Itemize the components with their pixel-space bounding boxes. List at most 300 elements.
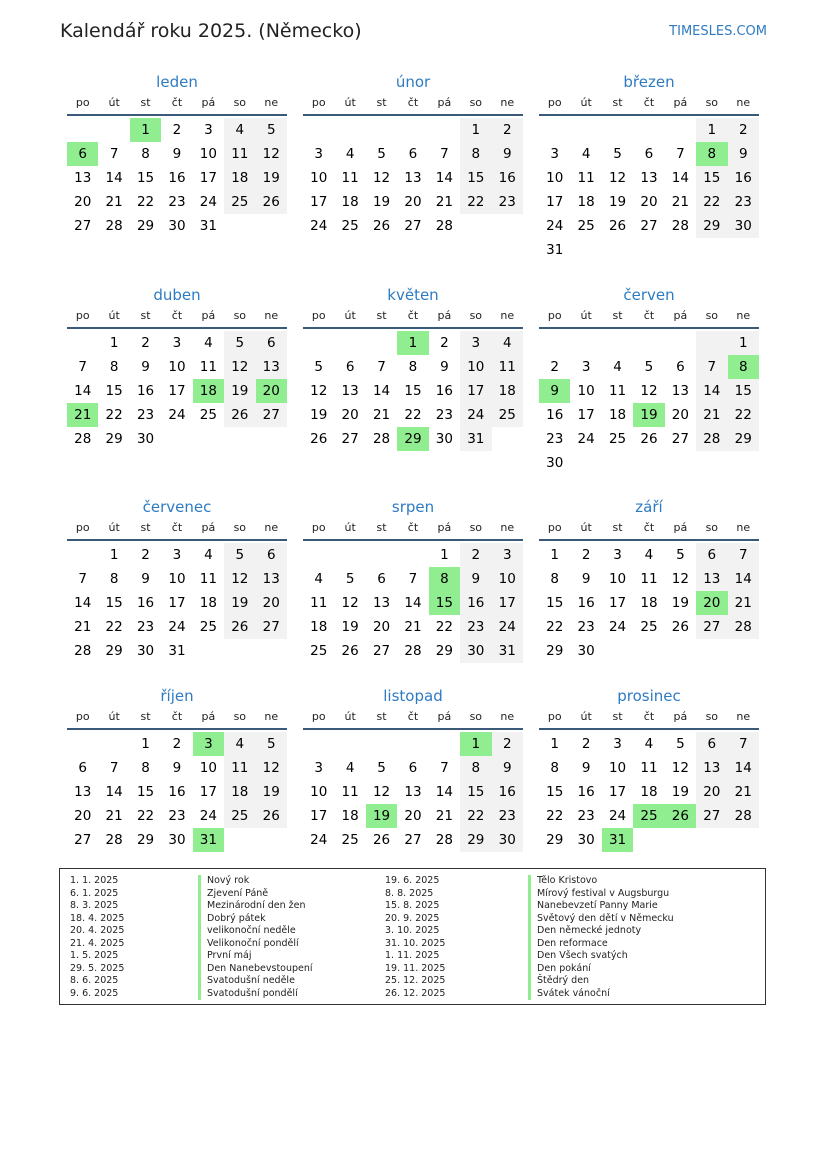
day-cell[interactable]: 26 <box>372 832 391 848</box>
day-cell[interactable]: 18 <box>640 784 658 800</box>
day-cell[interactable]: 14 <box>105 170 123 186</box>
day-cell[interactable]: 4 <box>224 732 255 756</box>
day-cell[interactable]: 5 <box>345 571 355 587</box>
day-cell[interactable]: 7 <box>109 146 119 162</box>
day-cell[interactable]: 22 <box>105 619 123 635</box>
day-cell[interactable]: 28 <box>671 218 689 234</box>
day-cell[interactable]: 18 <box>608 407 627 423</box>
day-cell[interactable]: 8 <box>460 756 491 780</box>
day-cell[interactable]: 24 <box>546 218 564 234</box>
day-cell[interactable]: 6 <box>696 543 727 567</box>
day-cell[interactable]: 11 <box>577 170 595 186</box>
day-cell[interactable]: 20 <box>671 407 689 423</box>
day-cell[interactable]: 31 <box>460 427 491 451</box>
day-cell[interactable]: 15 <box>728 379 759 403</box>
day-cell[interactable]: 28 <box>435 218 453 234</box>
day-cell[interactable]: 29 <box>136 832 155 848</box>
day-cell[interactable]: 24 <box>199 194 217 210</box>
day-cell[interactable]: 26 <box>341 643 359 659</box>
day-cell[interactable]: 14 <box>404 595 422 611</box>
day-cell[interactable]: 25 <box>640 619 658 635</box>
day-cell[interactable]: 14 <box>372 383 391 399</box>
holiday-day[interactable]: 21 <box>67 403 98 427</box>
day-cell[interactable]: 24 <box>460 403 491 427</box>
holiday-day[interactable]: 19 <box>633 403 664 427</box>
day-cell[interactable]: 2 <box>550 359 559 375</box>
day-cell[interactable]: 27 <box>74 218 92 234</box>
day-cell[interactable]: 1 <box>550 736 559 752</box>
day-cell[interactable]: 30 <box>168 218 186 234</box>
day-cell[interactable]: 5 <box>256 118 287 142</box>
day-cell[interactable]: 30 <box>492 828 523 852</box>
holiday-day[interactable]: 31 <box>602 828 633 852</box>
day-cell[interactable]: 20 <box>404 808 422 824</box>
day-cell[interactable]: 31 <box>492 639 523 663</box>
day-cell[interactable]: 17 <box>310 194 328 210</box>
day-cell[interactable]: 7 <box>728 543 759 567</box>
day-cell[interactable]: 26 <box>256 190 287 214</box>
day-cell[interactable]: 29 <box>696 214 727 238</box>
day-cell[interactable]: 9 <box>581 760 591 776</box>
day-cell[interactable]: 21 <box>728 591 759 615</box>
day-cell[interactable]: 30 <box>168 832 186 848</box>
day-cell[interactable]: 27 <box>256 615 287 639</box>
day-cell[interactable]: 29 <box>460 828 491 852</box>
day-cell[interactable]: 21 <box>74 619 92 635</box>
day-cell[interactable]: 7 <box>440 146 449 162</box>
day-cell[interactable]: 21 <box>404 619 422 635</box>
day-cell[interactable]: 22 <box>460 804 491 828</box>
day-cell[interactable]: 10 <box>577 383 595 399</box>
day-cell[interactable]: 28 <box>74 431 92 447</box>
day-cell[interactable]: 25 <box>492 403 523 427</box>
day-cell[interactable]: 18 <box>310 619 328 635</box>
day-cell[interactable]: 26 <box>310 431 328 447</box>
day-cell[interactable]: 7 <box>78 359 87 375</box>
day-cell[interactable]: 5 <box>256 732 287 756</box>
day-cell[interactable]: 19 <box>608 194 627 210</box>
holiday-day[interactable]: 9 <box>539 379 570 403</box>
day-cell[interactable]: 23 <box>492 804 523 828</box>
day-cell[interactable]: 25 <box>224 804 255 828</box>
holiday-day[interactable]: 20 <box>696 591 727 615</box>
day-cell[interactable]: 19 <box>341 619 359 635</box>
day-cell[interactable]: 29 <box>546 643 564 659</box>
day-cell[interactable]: 14 <box>728 567 759 591</box>
day-cell[interactable]: 11 <box>224 142 255 166</box>
day-cell[interactable]: 15 <box>696 166 727 190</box>
day-cell[interactable]: 1 <box>550 547 559 563</box>
day-cell[interactable]: 12 <box>341 595 359 611</box>
day-cell[interactable]: 2 <box>728 118 759 142</box>
day-cell[interactable]: 27 <box>74 832 92 848</box>
day-cell[interactable]: 12 <box>372 784 391 800</box>
day-cell[interactable]: 14 <box>74 595 92 611</box>
day-cell[interactable]: 30 <box>577 832 595 848</box>
day-cell[interactable]: 16 <box>136 595 155 611</box>
day-cell[interactable]: 16 <box>168 784 186 800</box>
day-cell[interactable]: 10 <box>492 567 523 591</box>
day-cell[interactable]: 3 <box>613 736 622 752</box>
day-cell[interactable]: 1 <box>109 335 119 351</box>
day-cell[interactable]: 26 <box>224 403 255 427</box>
day-cell[interactable]: 24 <box>608 808 627 824</box>
day-cell[interactable]: 15 <box>404 383 422 399</box>
day-cell[interactable]: 16 <box>728 166 759 190</box>
day-cell[interactable]: 22 <box>136 194 155 210</box>
day-cell[interactable]: 30 <box>577 643 595 659</box>
day-cell[interactable]: 8 <box>109 359 119 375</box>
holiday-day[interactable]: 8 <box>429 567 460 591</box>
day-cell[interactable]: 7 <box>440 760 449 776</box>
day-cell[interactable]: 23 <box>546 431 564 447</box>
day-cell[interactable]: 10 <box>168 571 186 587</box>
day-cell[interactable]: 6 <box>256 543 287 567</box>
day-cell[interactable]: 18 <box>341 194 359 210</box>
day-cell[interactable]: 1 <box>440 547 449 563</box>
day-cell[interactable]: 26 <box>608 218 627 234</box>
day-cell[interactable]: 11 <box>310 595 328 611</box>
day-cell[interactable]: 1 <box>696 118 727 142</box>
day-cell[interactable]: 2 <box>141 547 150 563</box>
day-cell[interactable]: 10 <box>310 170 328 186</box>
holiday-day[interactable]: 1 <box>130 118 161 142</box>
day-cell[interactable]: 7 <box>109 760 119 776</box>
day-cell[interactable]: 17 <box>608 595 627 611</box>
day-cell[interactable]: 11 <box>341 170 359 186</box>
day-cell[interactable]: 26 <box>671 619 689 635</box>
day-cell[interactable]: 11 <box>640 571 658 587</box>
holiday-day[interactable]: 26 <box>665 804 696 828</box>
day-cell[interactable]: 10 <box>608 571 627 587</box>
day-cell[interactable]: 13 <box>372 595 391 611</box>
day-cell[interactable]: 25 <box>199 619 217 635</box>
day-cell[interactable]: 2 <box>440 335 449 351</box>
day-cell[interactable]: 8 <box>141 146 150 162</box>
day-cell[interactable]: 28 <box>728 804 759 828</box>
day-cell[interactable]: 23 <box>460 615 491 639</box>
day-cell[interactable]: 12 <box>372 170 391 186</box>
holiday-day[interactable]: 31 <box>193 828 224 852</box>
day-cell[interactable]: 14 <box>671 170 689 186</box>
day-cell[interactable]: 22 <box>546 619 564 635</box>
day-cell[interactable]: 15 <box>136 784 155 800</box>
day-cell[interactable]: 23 <box>728 190 759 214</box>
day-cell[interactable]: 14 <box>105 784 123 800</box>
day-cell[interactable]: 19 <box>310 407 328 423</box>
day-cell[interactable]: 28 <box>74 643 92 659</box>
day-cell[interactable]: 9 <box>460 567 491 591</box>
day-cell[interactable]: 5 <box>314 359 323 375</box>
day-cell[interactable]: 6 <box>408 146 418 162</box>
day-cell[interactable]: 7 <box>676 146 685 162</box>
day-cell[interactable]: 11 <box>608 383 627 399</box>
day-cell[interactable]: 20 <box>74 194 92 210</box>
day-cell[interactable]: 12 <box>256 756 287 780</box>
day-cell[interactable]: 16 <box>577 784 595 800</box>
day-cell[interactable]: 24 <box>310 218 328 234</box>
day-cell[interactable]: 9 <box>172 146 182 162</box>
day-cell[interactable]: 25 <box>310 643 328 659</box>
day-cell[interactable]: 29 <box>546 832 564 848</box>
holiday-day[interactable]: 15 <box>429 591 460 615</box>
day-cell[interactable]: 27 <box>671 431 689 447</box>
day-cell[interactable]: 17 <box>310 808 328 824</box>
day-cell[interactable]: 25 <box>341 832 359 848</box>
day-cell[interactable]: 23 <box>435 407 453 423</box>
day-cell[interactable]: 9 <box>141 571 150 587</box>
day-cell[interactable]: 12 <box>671 571 689 587</box>
day-cell[interactable]: 18 <box>341 808 359 824</box>
day-cell[interactable]: 7 <box>78 571 87 587</box>
day-cell[interactable]: 7 <box>696 355 727 379</box>
day-cell[interactable]: 11 <box>199 571 217 587</box>
day-cell[interactable]: 23 <box>492 190 523 214</box>
day-cell[interactable]: 30 <box>136 431 155 447</box>
day-cell[interactable]: 24 <box>168 619 186 635</box>
day-cell[interactable]: 2 <box>141 335 150 351</box>
day-cell[interactable]: 29 <box>435 643 453 659</box>
day-cell[interactable]: 26 <box>224 615 255 639</box>
day-cell[interactable]: 8 <box>408 359 418 375</box>
day-cell[interactable]: 17 <box>608 784 627 800</box>
holiday-day[interactable]: 29 <box>397 427 428 451</box>
day-cell[interactable]: 20 <box>404 194 422 210</box>
holiday-day[interactable]: 18 <box>193 379 224 403</box>
holiday-day[interactable]: 19 <box>366 804 397 828</box>
day-cell[interactable]: 5 <box>224 543 255 567</box>
day-cell[interactable]: 3 <box>613 547 622 563</box>
site-link[interactable]: TIMESLES.COM <box>669 24 767 39</box>
day-cell[interactable]: 13 <box>74 170 92 186</box>
day-cell[interactable]: 16 <box>435 383 453 399</box>
day-cell[interactable]: 7 <box>377 359 386 375</box>
day-cell[interactable]: 10 <box>460 355 491 379</box>
day-cell[interactable]: 29 <box>136 218 155 234</box>
day-cell[interactable]: 5 <box>377 146 386 162</box>
day-cell[interactable]: 8 <box>550 571 559 587</box>
day-cell[interactable]: 15 <box>136 170 155 186</box>
day-cell[interactable]: 23 <box>136 619 155 635</box>
day-cell[interactable]: 6 <box>676 359 685 375</box>
holiday-day[interactable]: 25 <box>633 804 664 828</box>
day-cell[interactable]: 13 <box>404 170 422 186</box>
day-cell[interactable]: 4 <box>314 571 323 587</box>
day-cell[interactable]: 25 <box>608 431 627 447</box>
day-cell[interactable]: 27 <box>404 218 422 234</box>
day-cell[interactable]: 5 <box>613 146 622 162</box>
day-cell[interactable]: 30 <box>728 214 759 238</box>
day-cell[interactable]: 14 <box>74 383 92 399</box>
day-cell[interactable]: 21 <box>105 808 123 824</box>
day-cell[interactable]: 15 <box>460 166 491 190</box>
day-cell[interactable]: 28 <box>728 615 759 639</box>
day-cell[interactable]: 21 <box>372 407 391 423</box>
day-cell[interactable]: 18 <box>224 166 255 190</box>
day-cell[interactable]: 11 <box>199 359 217 375</box>
holiday-day[interactable]: 1 <box>460 732 491 756</box>
day-cell[interactable]: 9 <box>492 756 523 780</box>
day-cell[interactable]: 8 <box>460 142 491 166</box>
day-cell[interactable]: 17 <box>460 379 491 403</box>
day-cell[interactable]: 16 <box>546 407 564 423</box>
day-cell[interactable]: 7 <box>408 571 418 587</box>
day-cell[interactable]: 24 <box>310 832 328 848</box>
day-cell[interactable]: 18 <box>224 780 255 804</box>
day-cell[interactable]: 26 <box>640 431 658 447</box>
day-cell[interactable]: 13 <box>640 170 658 186</box>
day-cell[interactable]: 22 <box>546 808 564 824</box>
day-cell[interactable]: 23 <box>577 808 595 824</box>
day-cell[interactable]: 21 <box>105 194 123 210</box>
day-cell[interactable]: 6 <box>644 146 654 162</box>
day-cell[interactable]: 24 <box>492 615 523 639</box>
holiday-day[interactable]: 20 <box>256 379 287 403</box>
day-cell[interactable]: 9 <box>141 359 150 375</box>
day-cell[interactable]: 13 <box>74 784 92 800</box>
day-cell[interactable]: 9 <box>440 359 449 375</box>
day-cell[interactable]: 15 <box>546 595 564 611</box>
day-cell[interactable]: 22 <box>460 190 491 214</box>
day-cell[interactable]: 12 <box>608 170 627 186</box>
day-cell[interactable]: 23 <box>168 808 186 824</box>
day-cell[interactable]: 20 <box>341 407 359 423</box>
day-cell[interactable]: 27 <box>404 832 422 848</box>
day-cell[interactable]: 17 <box>168 383 186 399</box>
day-cell[interactable]: 10 <box>168 359 186 375</box>
day-cell[interactable]: 19 <box>256 166 287 190</box>
holiday-day[interactable]: 1 <box>397 331 428 355</box>
day-cell[interactable]: 19 <box>224 591 255 615</box>
day-cell[interactable]: 11 <box>492 355 523 379</box>
day-cell[interactable]: 19 <box>224 379 255 403</box>
day-cell[interactable]: 5 <box>676 736 685 752</box>
day-cell[interactable]: 12 <box>224 355 255 379</box>
day-cell[interactable]: 12 <box>310 383 328 399</box>
day-cell[interactable]: 24 <box>199 808 217 824</box>
day-cell[interactable]: 2 <box>460 543 491 567</box>
day-cell[interactable]: 21 <box>435 194 453 210</box>
day-cell[interactable]: 21 <box>671 194 689 210</box>
day-cell[interactable]: 13 <box>696 567 727 591</box>
day-cell[interactable]: 2 <box>581 736 591 752</box>
day-cell[interactable]: 20 <box>256 591 287 615</box>
day-cell[interactable]: 2 <box>492 732 523 756</box>
day-cell[interactable]: 5 <box>224 331 255 355</box>
day-cell[interactable]: 25 <box>224 190 255 214</box>
day-cell[interactable]: 2 <box>172 122 182 138</box>
holiday-day[interactable]: 8 <box>728 355 759 379</box>
day-cell[interactable]: 28 <box>372 431 391 447</box>
day-cell[interactable]: 25 <box>341 218 359 234</box>
day-cell[interactable]: 14 <box>435 784 453 800</box>
day-cell[interactable]: 4 <box>644 736 654 752</box>
day-cell[interactable]: 13 <box>671 383 689 399</box>
day-cell[interactable]: 3 <box>581 359 591 375</box>
day-cell[interactable]: 22 <box>105 407 123 423</box>
day-cell[interactable]: 16 <box>460 591 491 615</box>
day-cell[interactable]: 8 <box>109 571 119 587</box>
day-cell[interactable]: 27 <box>256 403 287 427</box>
day-cell[interactable]: 27 <box>372 643 391 659</box>
day-cell[interactable]: 8 <box>550 760 559 776</box>
day-cell[interactable]: 21 <box>435 808 453 824</box>
day-cell[interactable]: 6 <box>696 732 727 756</box>
day-cell[interactable]: 16 <box>136 383 155 399</box>
day-cell[interactable]: 3 <box>492 543 523 567</box>
day-cell[interactable]: 22 <box>696 190 727 214</box>
day-cell[interactable]: 24 <box>577 431 595 447</box>
day-cell[interactable]: 10 <box>608 760 627 776</box>
day-cell[interactable]: 2 <box>172 736 182 752</box>
day-cell[interactable]: 2 <box>581 547 591 563</box>
day-cell[interactable]: 4 <box>204 335 213 351</box>
day-cell[interactable]: 11 <box>224 756 255 780</box>
day-cell[interactable]: 4 <box>345 760 355 776</box>
holiday-day[interactable]: 6 <box>67 142 98 166</box>
day-cell[interactable]: 12 <box>671 760 689 776</box>
day-cell[interactable]: 19 <box>372 194 391 210</box>
day-cell[interactable]: 27 <box>640 218 658 234</box>
day-cell[interactable]: 28 <box>105 218 123 234</box>
day-cell[interactable]: 28 <box>696 427 727 451</box>
day-cell[interactable]: 31 <box>199 218 217 234</box>
day-cell[interactable]: 4 <box>345 146 355 162</box>
day-cell[interactable]: 10 <box>199 760 217 776</box>
day-cell[interactable]: 2 <box>492 118 523 142</box>
day-cell[interactable]: 4 <box>644 547 654 563</box>
holiday-day[interactable]: 8 <box>696 142 727 166</box>
day-cell[interactable]: 3 <box>460 331 491 355</box>
day-cell[interactable]: 3 <box>314 760 323 776</box>
day-cell[interactable]: 11 <box>341 784 359 800</box>
day-cell[interactable]: 28 <box>105 832 123 848</box>
day-cell[interactable]: 21 <box>696 403 727 427</box>
day-cell[interactable]: 12 <box>640 383 658 399</box>
day-cell[interactable]: 3 <box>550 146 559 162</box>
day-cell[interactable]: 9 <box>581 571 591 587</box>
day-cell[interactable]: 15 <box>460 780 491 804</box>
day-cell[interactable]: 4 <box>204 547 213 563</box>
day-cell[interactable]: 30 <box>460 639 491 663</box>
day-cell[interactable]: 8 <box>141 760 150 776</box>
day-cell[interactable]: 27 <box>696 615 727 639</box>
day-cell[interactable]: 30 <box>435 431 453 447</box>
day-cell[interactable]: 14 <box>696 379 727 403</box>
day-cell[interactable]: 17 <box>199 170 217 186</box>
day-cell[interactable]: 18 <box>492 379 523 403</box>
day-cell[interactable]: 15 <box>105 383 123 399</box>
day-cell[interactable]: 6 <box>345 359 355 375</box>
day-cell[interactable]: 22 <box>728 403 759 427</box>
day-cell[interactable]: 24 <box>168 407 186 423</box>
day-cell[interactable]: 27 <box>696 804 727 828</box>
day-cell[interactable]: 12 <box>224 567 255 591</box>
day-cell[interactable]: 5 <box>676 547 685 563</box>
day-cell[interactable]: 16 <box>492 780 523 804</box>
day-cell[interactable]: 16 <box>577 595 595 611</box>
day-cell[interactable]: 23 <box>168 194 186 210</box>
holiday-day[interactable]: 3 <box>193 732 224 756</box>
day-cell[interactable]: 25 <box>577 218 595 234</box>
day-cell[interactable]: 28 <box>404 643 422 659</box>
day-cell[interactable]: 13 <box>256 355 287 379</box>
day-cell[interactable]: 18 <box>640 595 658 611</box>
day-cell[interactable]: 19 <box>256 780 287 804</box>
day-cell[interactable]: 6 <box>256 331 287 355</box>
day-cell[interactable]: 25 <box>199 407 217 423</box>
day-cell[interactable]: 30 <box>136 643 155 659</box>
